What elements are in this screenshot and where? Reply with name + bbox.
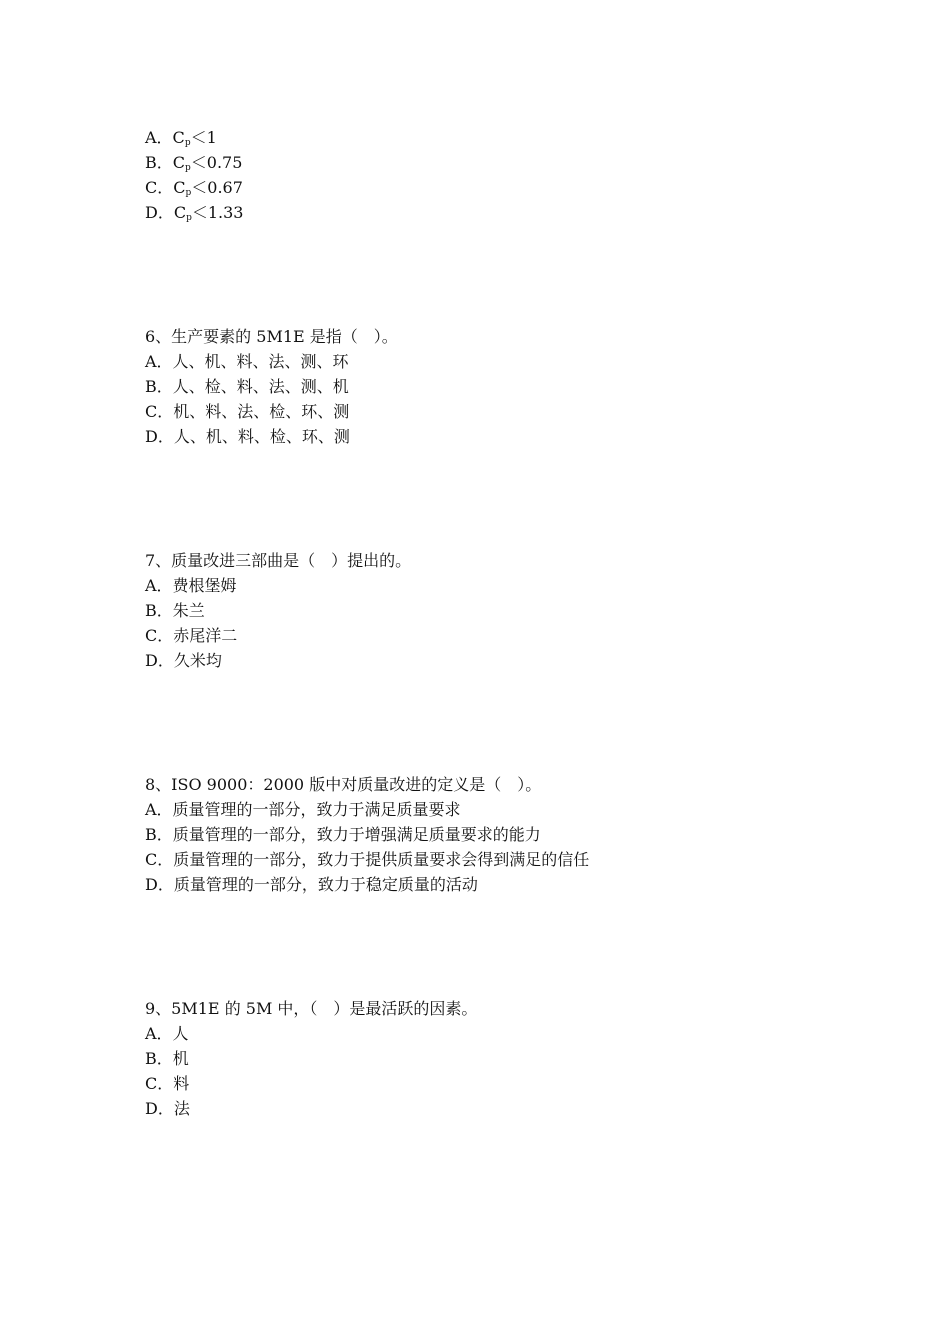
- q5-option-c: [145, 178, 243, 203]
- q7-option-a: A．费根堡姆: [145, 576, 237, 595]
- q5-option-d-value: ＜1.33: [191, 203, 244, 222]
- q5-option-d: [145, 203, 243, 228]
- q7-option-b: B．朱兰: [145, 601, 205, 620]
- q8-option-d: D．质量管理的一部分，致力于稳定质量的活动: [145, 875, 478, 894]
- q9-option-b: B．机: [145, 1049, 189, 1068]
- q7-option-d: D．久米均: [145, 651, 222, 670]
- q5-option-a: [145, 128, 217, 153]
- q9-option-d: D．法: [145, 1099, 190, 1118]
- q5-option-d-prefix: D．C: [145, 203, 187, 222]
- q5-option-a-value: ＜1: [190, 128, 217, 147]
- q5-option-c-value: ＜0.67: [191, 178, 243, 197]
- q6-option-a: A．人、机、料、法、测、环: [145, 352, 349, 371]
- q6-option-c: C．机、料、法、检、环、测: [145, 402, 350, 421]
- q9-option-a: A．人: [145, 1024, 189, 1043]
- q7-stem: 7、质量改进三部曲是（ ）提出的。: [145, 551, 412, 570]
- q8-option-a: A．质量管理的一部分，致力于满足质量要求: [145, 800, 461, 819]
- q5-option-c-prefix: C．C: [145, 178, 186, 197]
- q8-stem: 8、ISO 9000：2000 版中对质量改进的定义是（ ）。: [145, 775, 542, 794]
- q9-stem: 9、5M1E 的 5M 中，（ ）是最活跃的因素。: [145, 999, 478, 1018]
- q7-option-c: C．赤尾洋二: [145, 626, 238, 645]
- q5-option-b-value: ＜0.75: [190, 153, 243, 172]
- q5-option-d-subscript: p: [186, 213, 192, 223]
- q5-option-a-subscript: p: [184, 138, 191, 148]
- q5-option-b: [145, 153, 242, 178]
- q5-option-b-subscript: p: [185, 163, 191, 173]
- q8-option-b: B．质量管理的一部分，致力于增强满足质量要求的能力: [145, 825, 541, 844]
- q6-stem: 6、生产要素的 5M1E 是指（ ）。: [145, 327, 398, 346]
- q9-option-c: C．料: [145, 1074, 190, 1093]
- q6-option-d: D．人、机、料、检、环、测: [145, 427, 350, 446]
- q8-option-c: C．质量管理的一部分，致力于提供质量要求会得到满足的信任: [145, 850, 590, 869]
- q5-option-a-prefix: A．C: [145, 128, 185, 147]
- q5-option-c-subscript: p: [185, 188, 192, 198]
- q6-option-b: B．人、检、料、法、测、机: [145, 377, 349, 396]
- q5-option-b-prefix: B．C: [145, 153, 186, 172]
